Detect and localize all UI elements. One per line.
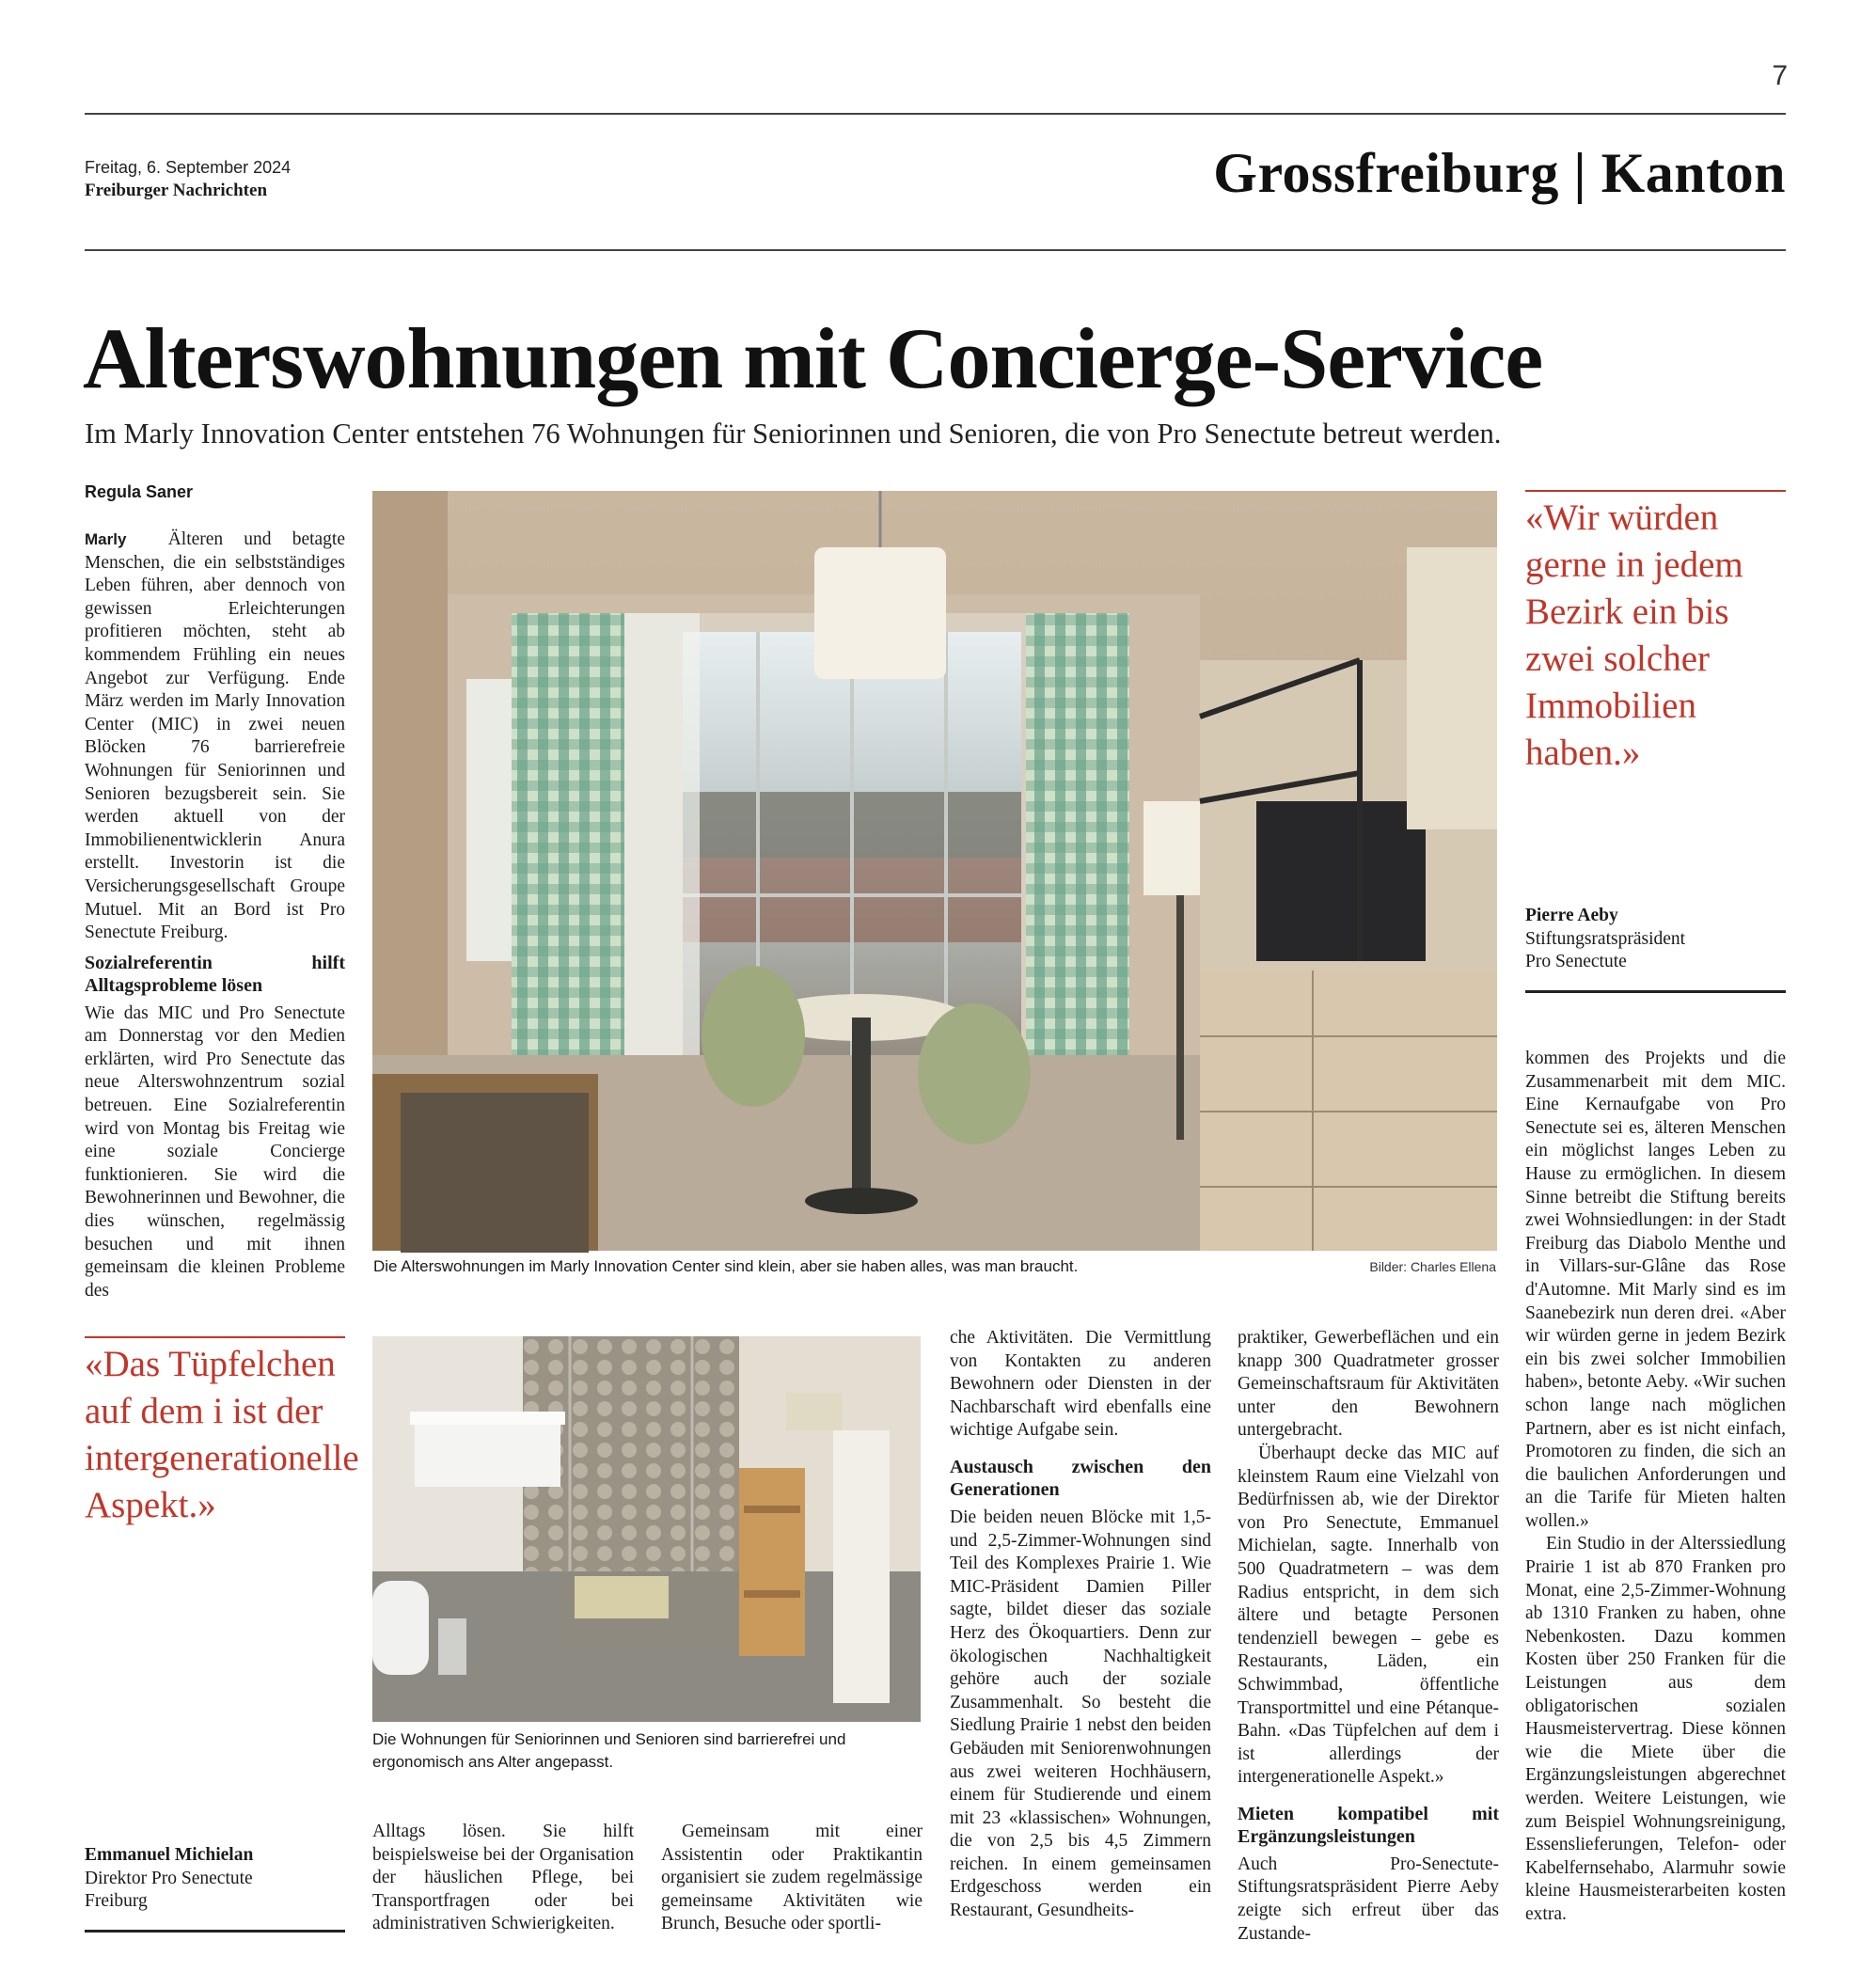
quote-left-attribution xyxy=(85,1844,345,1914)
quote-left-name: Emmanuel Michielan xyxy=(85,1845,254,1865)
column-6-text xyxy=(1525,1048,1786,1950)
header-rule xyxy=(85,249,1786,251)
quote-left-bottom-rule xyxy=(85,1930,345,1933)
quote-right-top-rule xyxy=(1525,490,1786,492)
bathroom-photo xyxy=(372,1336,921,1722)
article-title: Alterswohnungen mit Concierge-Service xyxy=(83,310,1543,406)
main-photo xyxy=(372,491,1497,1251)
pull-quote-left: «Das Tüpfelchen auf dem i ist der intergenerationelle Aspekt.» xyxy=(85,1344,359,1525)
paragraph: Überhaupt decke das MIC auf kleinstem Raum eine Vielzahl von Bedürfnissen ab, wie der Direktor von Pro Senectute, Emmanuel Michielan, sagte. Innerhalb von 500 Quadratmetern – was dem Radius entspricht, in dem sich ältere und betagte Personen tendenziell bewegen – gebe es Restaurants, Läden, ein Schwimmbad, öffentliche Transportmittel und eine Pétanque-Bahn. «Das Tüpfelchen auf dem i ist allerdings der intergenerationelle Aspekt.» xyxy=(1238,1443,1499,1788)
paragraph: kommen des Projekts und die Zusammenarbeit mit dem MIC. Eine Kernaufgabe von Pro Senectute sei es, älteren Menschen ein möglichst langes Leben zu Hause zu ermöglichen. In diesem Sinne betreibt die Stiftung bereits zwei Wohnsiedlungen: in der Stadt Freiburg das Diabolo Menthe und in Villars-sur-Glâne das Rose d'Automne. Mit Marly sind es im Saanebezirk nun deren drei. «Aber wir würden gerne in jedem Bezirk ein bis zwei solcher Immobilien haben», betonte Aeby. «Wir suchen schon lange nach möglichen Partnern, aber es ist nicht einfach, Promotoren zu finden, die sich an die baulichen Anforderungen und an die Tarife für Mieten halten wollen.» xyxy=(1525,1049,1786,1531)
quote-left-role: Direktor Pro Senectute xyxy=(85,1868,253,1888)
paragraph: Wie das MIC und Pro Senectute am Donnerstag vor den Medien erklärten, wird Pro Senectute das neue Alterswohnzentrum sozial betreuen. Eine Sozialreferentin wird von Montag bis Freitag wie eine soziale Concierge funktionieren. Sie wird die Bewohnerinnen und Bewohner, die dies wünschen, regelmässig besuchen und mit ihnen gemeinsam die kleinen Probleme des xyxy=(85,1002,345,1301)
issue-date: Freitag, 6. September 2024 xyxy=(85,158,292,177)
paragraph: che Aktivitäten. Die Vermittlung von Kontakten zu anderen Bewohnern oder Diensten in der Nachbarschaft wird ebenfalls eine wichtige Aufgabe sein. xyxy=(950,1328,1211,1441)
column-4-text xyxy=(950,1327,1211,1976)
paragraph: Alltags lösen. Sie hilft beispielsweise bei der Organisation der häuslichen Pflege, bei Transportfragen oder bei administrativen Schwierigkeiten. xyxy=(372,1822,634,1934)
subhead-mieten: Mieten kompatibel mit Ergänzungsleistungen xyxy=(1238,1803,1499,1848)
quote-right-bottom-rule xyxy=(1525,990,1786,993)
top-rule xyxy=(85,113,1786,115)
column-1-text xyxy=(85,529,345,1301)
section-title: Grossfreiburg | Kanton xyxy=(1213,142,1786,204)
subhead-sozialreferentin: Sozialreferentin hilft Alltagsprobleme lösen xyxy=(85,952,345,997)
quote-left-org: Freiburg xyxy=(85,1891,148,1911)
author: Regula Saner xyxy=(85,482,194,501)
quote-right-role: Stiftungsratspräsident xyxy=(1525,928,1686,949)
main-photo-credit: Bilder: Charles Ellena xyxy=(1369,1259,1496,1274)
paragraph: Älteren und betagte Menschen, die ein selbstständiges Leben führen, aber dennoch von gewissen Erleichterungen profitieren möchten, steht ab kommendem Frühling ein neues Angebot zur Verfügung. Ende März werden im Marly Innovation Center (MIC) in zwei neuen Blöcken 76 barrierefreie Wohnungen für Seniorinnen und Senioren bezugsbereit sein. Sie werden aktuell von der Immobilienentwicklerin Anura erstellt. Investorin ist die Versicherungsgesellschaft Groupe Mutuel. Mit an Bord ist Pro Senectute Freiburg. xyxy=(85,529,345,943)
column-2-text xyxy=(372,1821,634,1936)
subhead-austausch: Austausch zwischen den Generationen xyxy=(950,1456,1211,1501)
paragraph: praktiker, Gewerbeflächen und ein knapp 300 Quadratmeter grosser Gemeinschaftsraum für Aktivitäten unter den Bewohnern untergebracht. xyxy=(1238,1328,1499,1441)
bathroom-photo-caption: Die Wohnungen für Seniorinnen und Senioren sind barrierefrei und ergonomisch ans Alter angepasst. xyxy=(372,1730,846,1771)
main-photo-caption: Die Alterswohnungen im Marly Innovation Center sind klein, aber sie haben alles, was man braucht. xyxy=(373,1257,1079,1275)
paragraph: Ein Studio in der Alterssiedlung Prairie 1 ist ab 870 Franken pro Monat, eine 2,5-Zimmer-Wohnung ab 1310 Franken zu haben, ohne Nebenkosten. Dazu kommen Kosten über 250 Franken für die Leistungen aus dem obligatorischen sozialen Hausmeistervertrag. Diese können wie die Miete über die Ergänzungsleistungen abgerechnet werden. Weitere Leistungen, wie zum Beispiel Wohnungsreinigung, Essenslieferungen, Telefon- oder Kabelfernsehabo, Alarmuhr sowie kleine Hausmeisterarbeiten kosten extra. xyxy=(1525,1534,1786,1924)
column-3-text xyxy=(661,1821,923,1936)
paragraph: Gemeinsam mit einer Assistentin oder Praktikantin organisiert sie zudem regelmässige gemeinsame Aktivitäten wie Brunch, Besuche oder sportli- xyxy=(661,1822,923,1934)
page-number: 7 xyxy=(1772,60,1788,91)
newspaper-name: Freiburger Nachrichten xyxy=(85,181,268,200)
paragraph: Auch Pro-Senectute-Stiftungsratspräsident Pierre Aeby zeigte sich erfreut über das Zustande- xyxy=(1238,1854,1499,1944)
pull-quote-right: «Wir würden gerne in jedem Bezirk ein bis zwei solcher Immobilien haben.» xyxy=(1525,497,1743,773)
quote-right-name: Pierre Aeby xyxy=(1525,906,1618,925)
quote-right-org: Pro Senectute xyxy=(1525,952,1627,971)
column-5-text xyxy=(1238,1327,1499,1976)
paragraph: Die beiden neuen Blöcke mit 1,5- und 2,5-Zimmer-Wohnungen sind Teil des Komplexes Prairie 1. Wie MIC-Präsident Damien Piller sagte, bildet dieser das soziale Herz des Ökoquartiers. Denn zur ökologischen Nachhaltigkeit gehöre auch der soziale Zusammenhalt. So besteht die Siedlung Prairie 1 nebst den beiden Gebäuden mit Seniorenwohnungen aus zwei weiteren Hochhäusern, einem für Studierende und einem mit 23 «klassischen» Wohnungen, die von 2,5 bis 4,5 Zimmern reichen. In einem gemeinsamen Erdgeschoss werden ein Restaurant, Gesundheits- xyxy=(950,1507,1211,1921)
quote-right-attribution xyxy=(1525,905,1786,974)
quote-left-top-rule xyxy=(85,1336,345,1338)
article-lead: Im Marly Innovation Center entstehen 76 Wohnungen für Seniorinnen und Senioren, die von Pro Senectute betreut werden. xyxy=(85,418,1502,450)
dateline: Marly xyxy=(85,530,127,548)
